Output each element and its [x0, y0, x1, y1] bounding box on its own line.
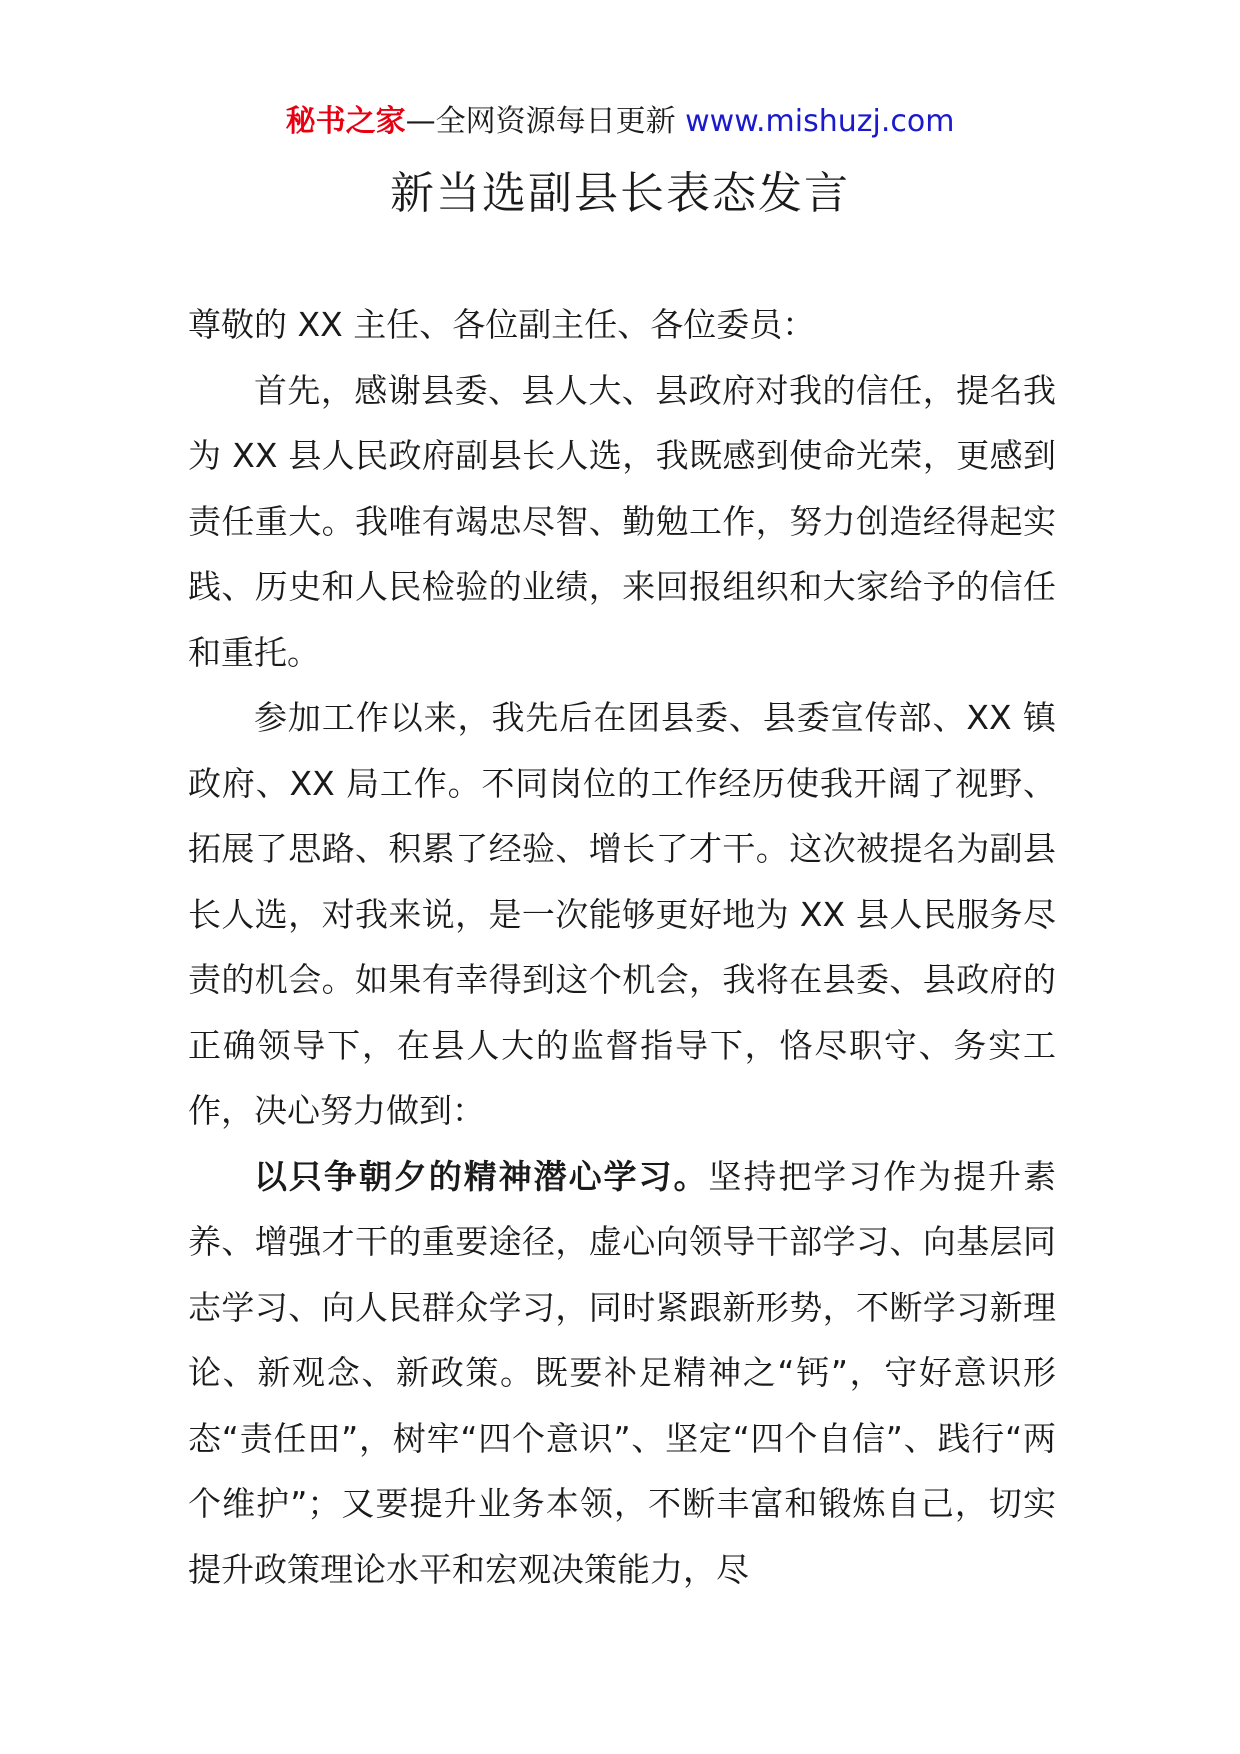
body-paragraph-2 — [188, 685, 1056, 1144]
salutation: 尊敬的 XX 主任、各位副主任、各位委员： — [188, 305, 816, 344]
paragraph-text: 坚持把学习作为提升素养、增强才干的重要途径，虚心向领导干部学习、向基层同志学习、向人民群众学习，同时紧跟新形势，不断学习新理论、新观念、新政策。既要补足精神之“钙”，守好意识形态“责任田”，树牢“四个意识”、坚定“四个自信”、践行“两个维护”；又要提升业务本领，不断丰富和锻炼自己，切实提升政策理论水平和宏观决策能力，尽 — [188, 1156, 1057, 1589]
header-tagline: —全网资源每日更新 — [405, 104, 686, 139]
document-body — [188, 292, 1056, 1602]
paragraph-text: 首先，感谢县委、县人大、县政府对我的信任，提名我为 XX 县人民政府副县长人选，我既感到使命光荣，更感到责任重大。我唯有竭忠尽智、勤勉工作，努力创造经得起实践、历史和人民检验的业绩，来回报组织和大家给予的信任和重托。 — [188, 370, 1056, 672]
body-paragraph-3 — [188, 1144, 1056, 1603]
document-title: 新当选副县长表态发言 — [390, 168, 850, 219]
paragraph-lead-heading: 以只争朝夕的精神潜心学习。 — [254, 1156, 709, 1196]
brand-name: 秘书之家 — [285, 104, 406, 139]
site-url-link[interactable]: www.mishuzj.com — [685, 104, 955, 139]
body-paragraph-1 — [188, 358, 1056, 686]
header-banner — [0, 100, 1240, 144]
paragraph-text: 参加工作以来，我先后在团县委、县委宣传部、XX 镇政府、XX 局工作。不同岗位的工作经历使我开阔了视野、拓展了思路、积累了经验、增长了才干。这次被提名为副县长人选，对我来说，是一次能够更好地为 XX 县人民服务尽责的机会。如果有幸得到这个机会，我将在县委、县政府的正确领导下，在县人大的监督指导下，恪尽职守、务实工作，决心努力做到： — [188, 698, 1056, 1130]
